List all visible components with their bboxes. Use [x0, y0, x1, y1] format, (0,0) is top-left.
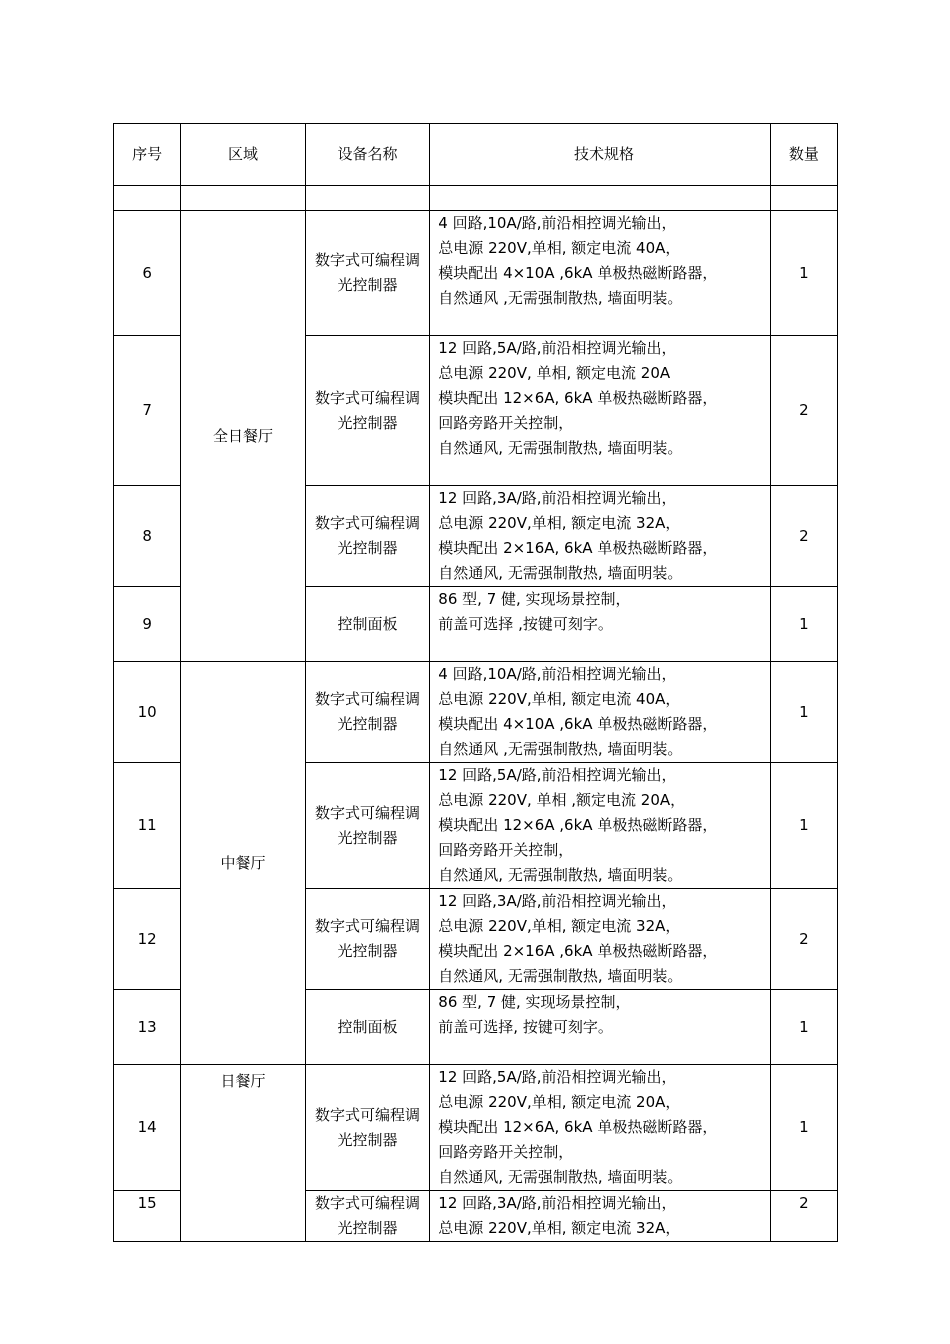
- row-no: 8: [114, 486, 181, 587]
- area-cell: 中餐厅: [181, 662, 306, 1065]
- row-no: 11: [114, 763, 181, 889]
- header-no: 序号: [114, 124, 181, 186]
- device-name: 数字式可编程调光控制器: [305, 763, 430, 889]
- device-name: 数字式可编程调光控制器: [305, 336, 430, 486]
- spec-cell: 12 回路,3A/路,前沿相控调光输出， 总电源 220V,单相, 额定电流 32A， 模块配出 2×16A, 6kA 单极热磁断路器， 自然通风, 无需强制散热, 墙面明装。: [430, 486, 770, 587]
- spec-cell: 12 回路,5A/路,前沿相控调光输出， 总电源 220V, 单相, 额定电流 20A 模块配出 12×6A, 6kA 单极热磁断路器， 回路旁路开关控制， 自然通风, 无需强制散热, 墙面明装。: [430, 336, 770, 486]
- spec-cell: 86 型, 7 健, 实现场景控制， 前盖可选择, 按键可刻字。: [430, 990, 770, 1065]
- qty-cell: 2: [770, 336, 837, 486]
- spec-cell: 12 回路,5A/路,前沿相控调光输出， 总电源 220V, 单相 ,额定电流 20A， 模块配出 12×6A ,6kA 单极热磁断路器， 回路旁路开关控制， 自然通风, 无需强制散热, 墙面明装。: [430, 763, 770, 889]
- table-row: [114, 662, 838, 763]
- qty-cell: 2: [770, 1191, 837, 1242]
- row-no: 12: [114, 889, 181, 990]
- row-no: 14: [114, 1065, 181, 1191]
- header-name: 设备名称: [305, 124, 430, 186]
- qty-cell: 1: [770, 1065, 837, 1191]
- row-no: 10: [114, 662, 181, 763]
- row-no: 15: [114, 1191, 181, 1242]
- spec-cell: 4 回路,10A/路,前沿相控调光输出， 总电源 220V,单相, 额定电流 40A， 模块配出 4×10A ,6kA 单极热磁断路器， 自然通风 ,无需强制散热, 墙面明装。: [430, 662, 770, 763]
- table-row: [114, 1065, 838, 1191]
- row-no: 7: [114, 336, 181, 486]
- spec-cell: 86 型, 7 健, 实现场景控制， 前盖可选择 ,按键可刻字。: [430, 587, 770, 662]
- qty-cell: 2: [770, 889, 837, 990]
- spec-cell: 12 回路,3A/路,前沿相控调光输出， 总电源 220V,单相, 额定电流 32A， 模块配出 2×16A ,6kA 单极热磁断路器， 自然通风, 无需强制散热, 墙面明装。: [430, 889, 770, 990]
- device-name: 数字式可编程调光控制器: [305, 889, 430, 990]
- header-row: [114, 124, 838, 186]
- qty-cell: 1: [770, 990, 837, 1065]
- area-cell: 全日餐厅: [181, 211, 306, 662]
- device-name: 数字式可编程调光控制器: [305, 211, 430, 336]
- row-no: 9: [114, 587, 181, 662]
- qty-cell: 1: [770, 763, 837, 889]
- qty-cell: 1: [770, 662, 837, 763]
- equipment-spec-table: [113, 123, 838, 1242]
- device-name: 数字式可编程调光控制器: [305, 1065, 430, 1191]
- header-spec: 技术规格: [430, 124, 770, 186]
- device-name: 数字式可编程调光控制器: [305, 486, 430, 587]
- device-name: 控制面板: [305, 990, 430, 1065]
- spec-cell: 12 回路,5A/路,前沿相控调光输出， 总电源 220V,单相, 额定电流 20A， 模块配出 12×6A, 6kA 单极热磁断路器， 回路旁路开关控制， 自然通风, 无需强制散热, 墙面明装。: [430, 1065, 770, 1191]
- spec-cell: 12 回路,3A/路,前沿相控调光输出， 总电源 220V,单相, 额定电流 32A，: [430, 1191, 770, 1242]
- qty-cell: 2: [770, 486, 837, 587]
- row-no: 13: [114, 990, 181, 1065]
- device-name: 数字式可编程调光控制器: [305, 1191, 430, 1242]
- blank-row: [114, 186, 838, 211]
- header-qty: 数量: [770, 124, 837, 186]
- row-no: 6: [114, 211, 181, 336]
- header-area: 区域: [181, 124, 306, 186]
- table-row: [114, 211, 838, 336]
- device-name: 控制面板: [305, 587, 430, 662]
- area-cell: 日餐厅: [181, 1065, 306, 1242]
- device-name: 数字式可编程调光控制器: [305, 662, 430, 763]
- spec-cell: 4 回路,10A/路,前沿相控调光输出， 总电源 220V,单相, 额定电流 40A， 模块配出 4×10A ,6kA 单极热磁断路器， 自然通风 ,无需强制散热, 墙面明装。: [430, 211, 770, 336]
- qty-cell: 1: [770, 587, 837, 662]
- qty-cell: 1: [770, 211, 837, 336]
